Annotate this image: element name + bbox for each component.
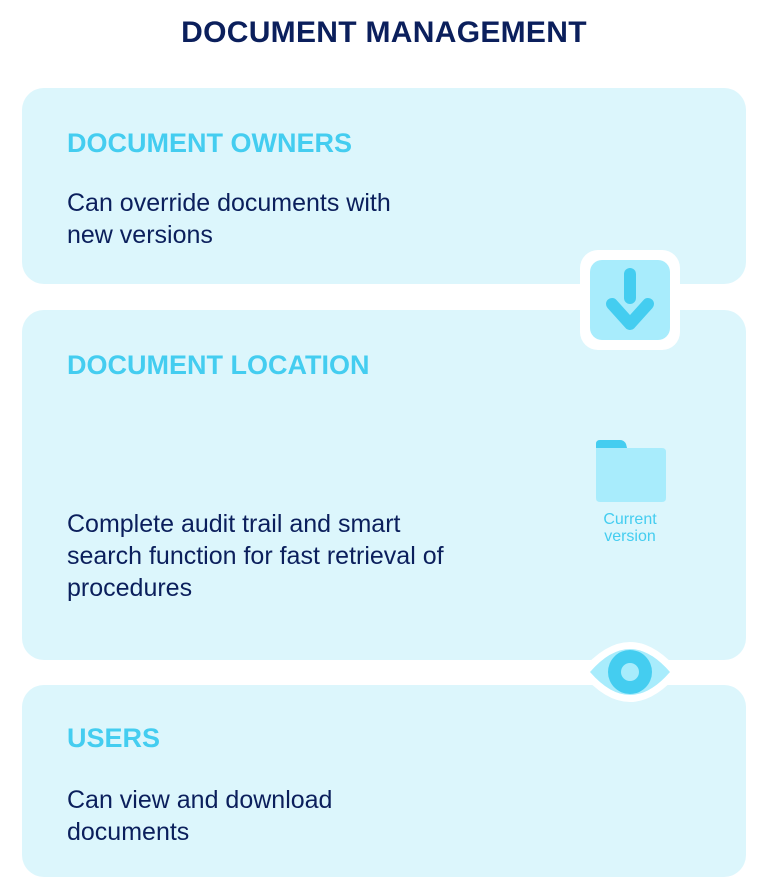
card-description: Can view and download documents	[67, 786, 333, 846]
page-title: DOCUMENT MANAGEMENT	[181, 16, 587, 49]
card-heading: USERS	[67, 723, 161, 753]
card-description: Complete audit trail and smart search function for fast retrieval of procedures	[67, 510, 444, 602]
download-arrow-icon	[580, 250, 680, 350]
card-description: Can override documents with new versions	[67, 189, 391, 249]
folder-label: Current version	[603, 511, 657, 545]
card-heading: DOCUMENT OWNERS	[67, 128, 352, 158]
eye-icon	[576, 626, 684, 718]
card-heading: DOCUMENT LOCATION	[67, 350, 370, 380]
folder-icon	[594, 438, 668, 504]
